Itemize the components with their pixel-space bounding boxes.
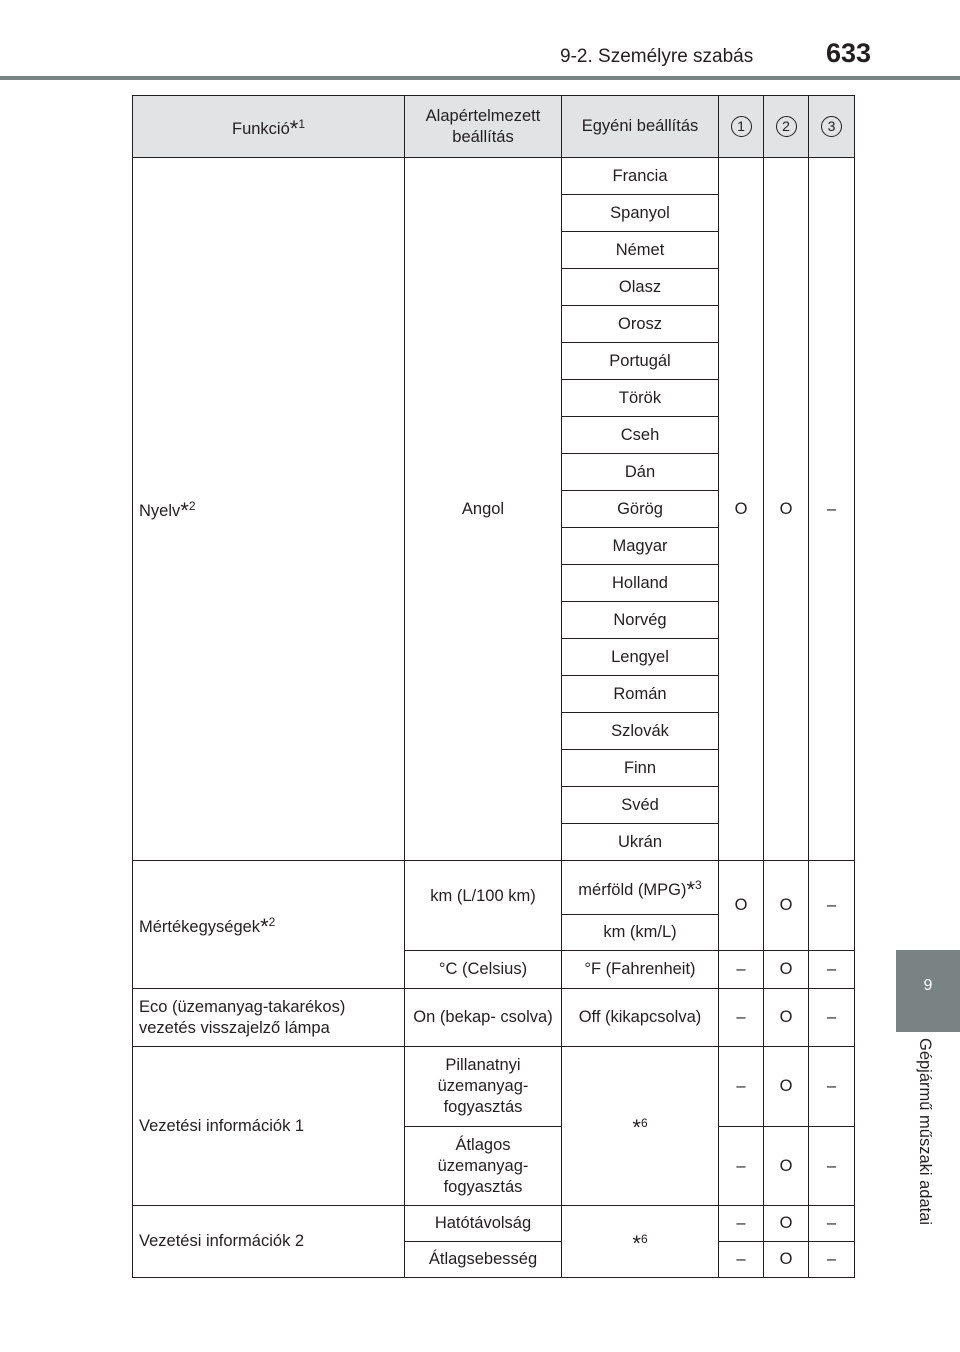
language-option: Román: [562, 676, 719, 713]
mark: –: [809, 158, 855, 861]
mark: O: [764, 1047, 809, 1127]
table-row: [133, 989, 855, 1047]
col-funkcio: Funkció$^{*1}$: [133, 96, 405, 158]
units-option-mile: mérföld (MPG)$^{*3}$: [562, 861, 719, 915]
mark: –: [719, 989, 764, 1047]
table-row: [133, 1047, 855, 1127]
mark: O: [764, 1127, 809, 1206]
col-1: [719, 96, 764, 158]
mark: –: [719, 1242, 764, 1278]
circled-3-icon: 3: [821, 116, 842, 137]
language-option: Spanyol: [562, 195, 719, 232]
info2-r2: Átlagsebesség: [405, 1242, 562, 1278]
chapter-label-vertical: [905, 1038, 945, 1298]
mark: –: [809, 1127, 855, 1206]
language-option: Olasz: [562, 269, 719, 306]
info1-label: Vezetési információk 1: [133, 1047, 405, 1206]
language-option: Orosz: [562, 306, 719, 343]
info2-custom: *6: [562, 1206, 719, 1278]
temp-default: °C (Celsius): [405, 951, 562, 989]
col-2: [764, 96, 809, 158]
col-custom: Egyéni beállítás: [562, 96, 719, 158]
mark: O: [719, 158, 764, 861]
info2-label: Vezetési információk 2: [133, 1206, 405, 1278]
info2-r1: Hatótávolság: [405, 1206, 562, 1242]
eco-option: Off (kikapcsolva): [562, 989, 719, 1047]
mark: –: [809, 1047, 855, 1127]
mark: –: [809, 1206, 855, 1242]
mark: O: [764, 1206, 809, 1242]
circled-2-icon: 2: [776, 116, 797, 137]
mark: O: [764, 989, 809, 1047]
language-option: Ukrán: [562, 824, 719, 861]
eco-label: Eco (üzemanyag-takarékos) vezetés visszajelző lámpa: [133, 989, 405, 1047]
section-title: 9-2. Személyre szabás: [560, 46, 754, 67]
mark: O: [764, 158, 809, 861]
mark: –: [719, 951, 764, 989]
mark: –: [809, 989, 855, 1047]
language-option: Lengyel: [562, 639, 719, 676]
info1-r2: Átlagos üzemanyag- fogyasztás: [405, 1127, 562, 1206]
mark: O: [764, 1242, 809, 1278]
language-option: Norvég: [562, 602, 719, 639]
mark: O: [764, 951, 809, 989]
language-option: Magyar: [562, 528, 719, 565]
units-label: Mértékegységek$^{*2}$: [133, 861, 405, 989]
info1-r1: Pillanatnyi üzemanyag- fogyasztás: [405, 1047, 562, 1127]
mark: –: [809, 951, 855, 989]
chapter-label: Gépjármű műszaki adatai: [916, 1038, 934, 1226]
language-option: Német: [562, 232, 719, 269]
language-option: Görög: [562, 491, 719, 528]
language-option: Szlovák: [562, 713, 719, 750]
col-default: Alapértelmezett beállítás: [405, 96, 562, 158]
table-row: [133, 861, 855, 915]
units-option-kml: km (km/L): [562, 915, 719, 951]
language-label: Nyelv$^{*2}$: [133, 158, 405, 861]
language-option: Holland: [562, 565, 719, 602]
mark: –: [719, 1206, 764, 1242]
units-default: km (L/100 km): [405, 861, 562, 951]
header-rule: [0, 76, 960, 80]
language-option: Portugál: [562, 343, 719, 380]
language-option: Cseh: [562, 417, 719, 454]
mark: –: [809, 1242, 855, 1278]
eco-default: On (bekap- csolva): [405, 989, 562, 1047]
temp-option: °F (Fahrenheit): [562, 951, 719, 989]
language-option: Finn: [562, 750, 719, 787]
page-number: 633: [826, 38, 872, 68]
chapter-number: 9: [923, 977, 933, 994]
col-3: [809, 96, 855, 158]
language-default: Angol: [405, 158, 562, 861]
chapter-tab: [896, 950, 960, 1032]
circled-1-icon: 1: [731, 116, 752, 137]
header-row: [133, 96, 855, 158]
language-option: Dán: [562, 454, 719, 491]
table-row: [133, 158, 855, 195]
mark: O: [719, 861, 764, 951]
mark: –: [719, 1127, 764, 1206]
mark: –: [809, 861, 855, 951]
settings-table: [132, 95, 855, 1278]
info1-custom: *6: [562, 1047, 719, 1206]
language-option: Francia: [562, 158, 719, 195]
table-row: [133, 1206, 855, 1242]
language-option: Török: [562, 380, 719, 417]
mark: –: [719, 1047, 764, 1127]
mark: O: [764, 861, 809, 951]
language-option: Svéd: [562, 787, 719, 824]
